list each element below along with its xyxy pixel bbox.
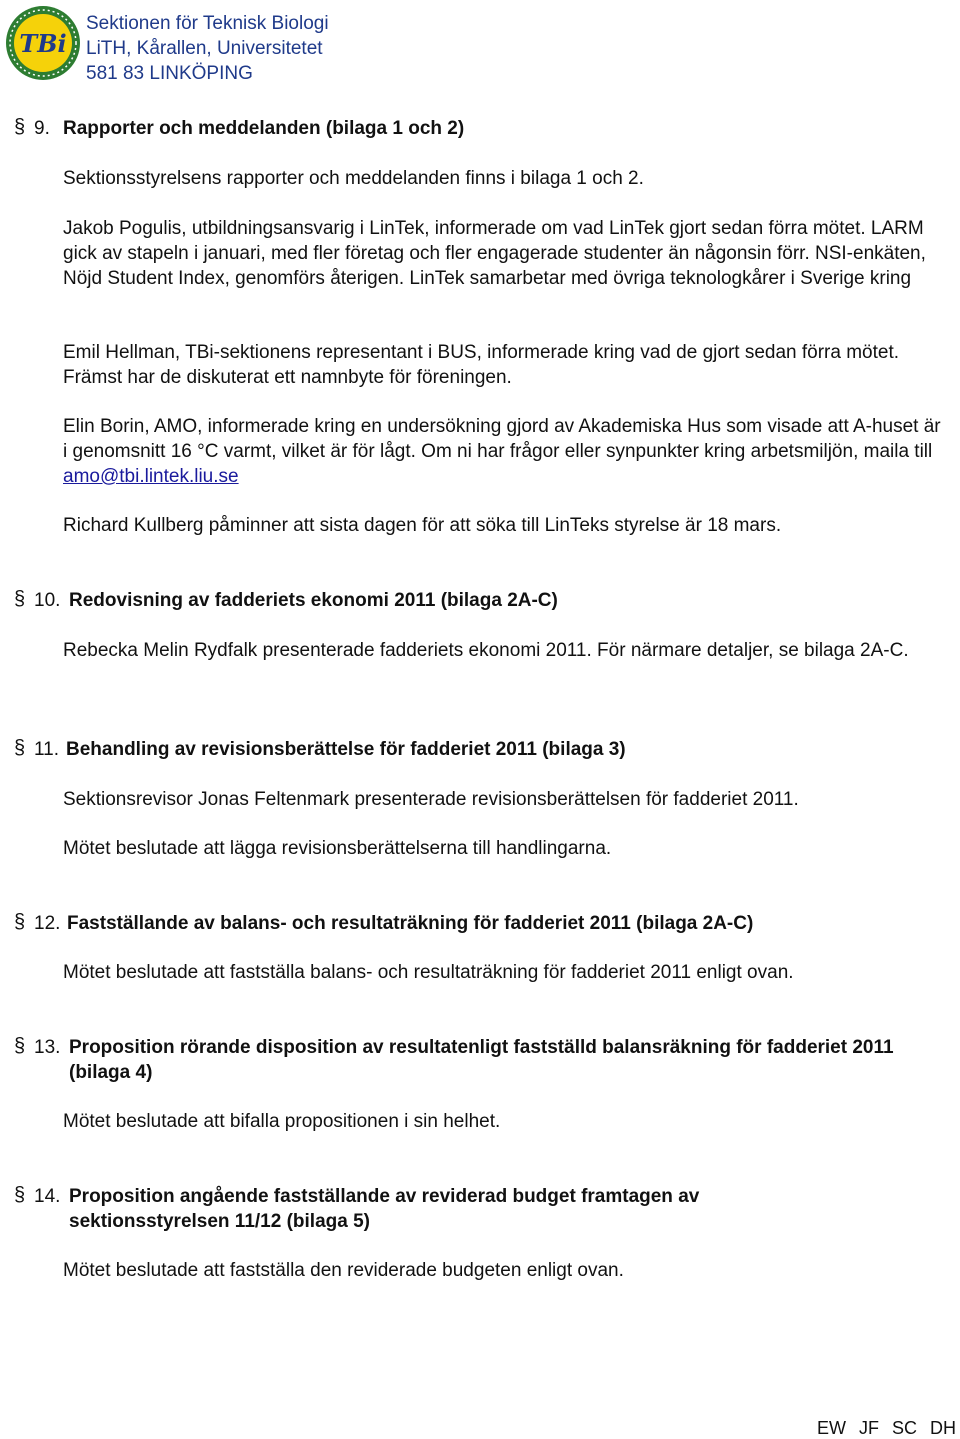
header-street: LiTH, Kårallen, Universitetet [86, 38, 323, 59]
section-number: 13. [34, 1037, 61, 1058]
section-sign: § [14, 1035, 26, 1057]
section-sign: § [14, 588, 26, 610]
email-link[interactable]: amo@tbi.lintek.liu.se [63, 466, 239, 487]
section-title: Rapporter och meddelanden (bilaga 1 och 2) [63, 118, 465, 139]
svg-text:TBi: TBi [19, 29, 67, 58]
paragraph: Mötet beslutade att fastställa balans- och resultaträkning för fadderiet 2011 enligt ovan. [63, 962, 794, 983]
footer-initials: EW JF SC DH [817, 1418, 956, 1438]
section-sign: § [14, 1184, 26, 1206]
paragraph: Sektionsstyrelsens rapporter och meddelanden finns i bilaga 1 och 2. [63, 168, 644, 189]
tbi-logo [4, 4, 82, 82]
paragraph: Rebecka Melin Rydfalk presenterade fadderiets ekonomi 2011. För närmare detaljer, se bilaga 2A-C. [63, 640, 909, 661]
paragraph: Emil Hellman, TBi-sektionens representant i BUS, informerade kring vad de gjort sedan förra mötet. Främst har de diskuterat ett namnbyte för föreningen. [63, 342, 900, 388]
paragraph [63, 414, 943, 489]
paragraph: Sektionsrevisor Jonas Feltenmark presenterade revisionsberättelsen för fadderiet 2011. [63, 789, 799, 810]
section-number: 9. [34, 118, 50, 139]
section-sign: § [14, 737, 26, 759]
paragraph: Mötet beslutade att bifalla propositionen i sin helhet. [63, 1111, 501, 1132]
section-title: Behandling av revisionsberättelse för fadderiet 2011 (bilaga 3) [66, 739, 626, 760]
section-sign: § [14, 116, 26, 138]
section-title: Fastställande av balans- och resultaträkning för fadderiet 2011 (bilaga 2A-C) [67, 913, 754, 934]
header-address [86, 11, 329, 86]
section-title: Proposition rörande disposition av resultatenligt fastställd balansräkning för fadderiet 2011 (bilaga 4) [69, 1037, 894, 1083]
section-sign: § [14, 911, 26, 933]
header-city: 581 83 LINKÖPING [86, 63, 253, 84]
paragraph: Mötet beslutade att lägga revisionsberättelserna till handlingarna. [63, 838, 612, 859]
paragraph: Mötet beslutade att fastställa den reviderade budgeten enligt ovan. [63, 1260, 624, 1281]
section-title: Proposition angående fastställande av reviderad budget framtagen av sektionsstyrelsen 11/12 (bilaga 5) [69, 1186, 700, 1232]
section-number: 10. [34, 590, 61, 611]
section-title: Redovisning av fadderiets ekonomi 2011 (bilaga 2A-C) [69, 590, 558, 611]
paragraph: Jakob Pogulis, utbildningsansvarig i LinTek, informerade om vad LinTek gjort sedan förra mötet. LARM gick av stapeln i januari, med fler företag och fler engagerade studenter än någonsin förr. NSI-enkäten, Nöjd Student Index, genomförs återigen. LinTek samarbetar med övriga teknologkårer i Sverige kring [63, 218, 926, 289]
paragraph-text: Elin Borin, AMO, informerade kring en undersökning gjord av Akademiska Hus som visade att A-huset är i genomsnitt 16 °C varmt, vilket är för lågt. Om ni har frågor eller synpunkter kring arbetsmiljön, maila till [63, 416, 941, 462]
section-number: 12. [34, 913, 61, 934]
section-number: 11. [34, 739, 60, 760]
section-number: 14. [34, 1186, 61, 1207]
header-org-name: Sektionen för Teknisk Biologi [86, 13, 329, 34]
paragraph: Richard Kullberg påminner att sista dagen för att söka till LinTeks styrelse är 18 mars. [63, 515, 782, 536]
